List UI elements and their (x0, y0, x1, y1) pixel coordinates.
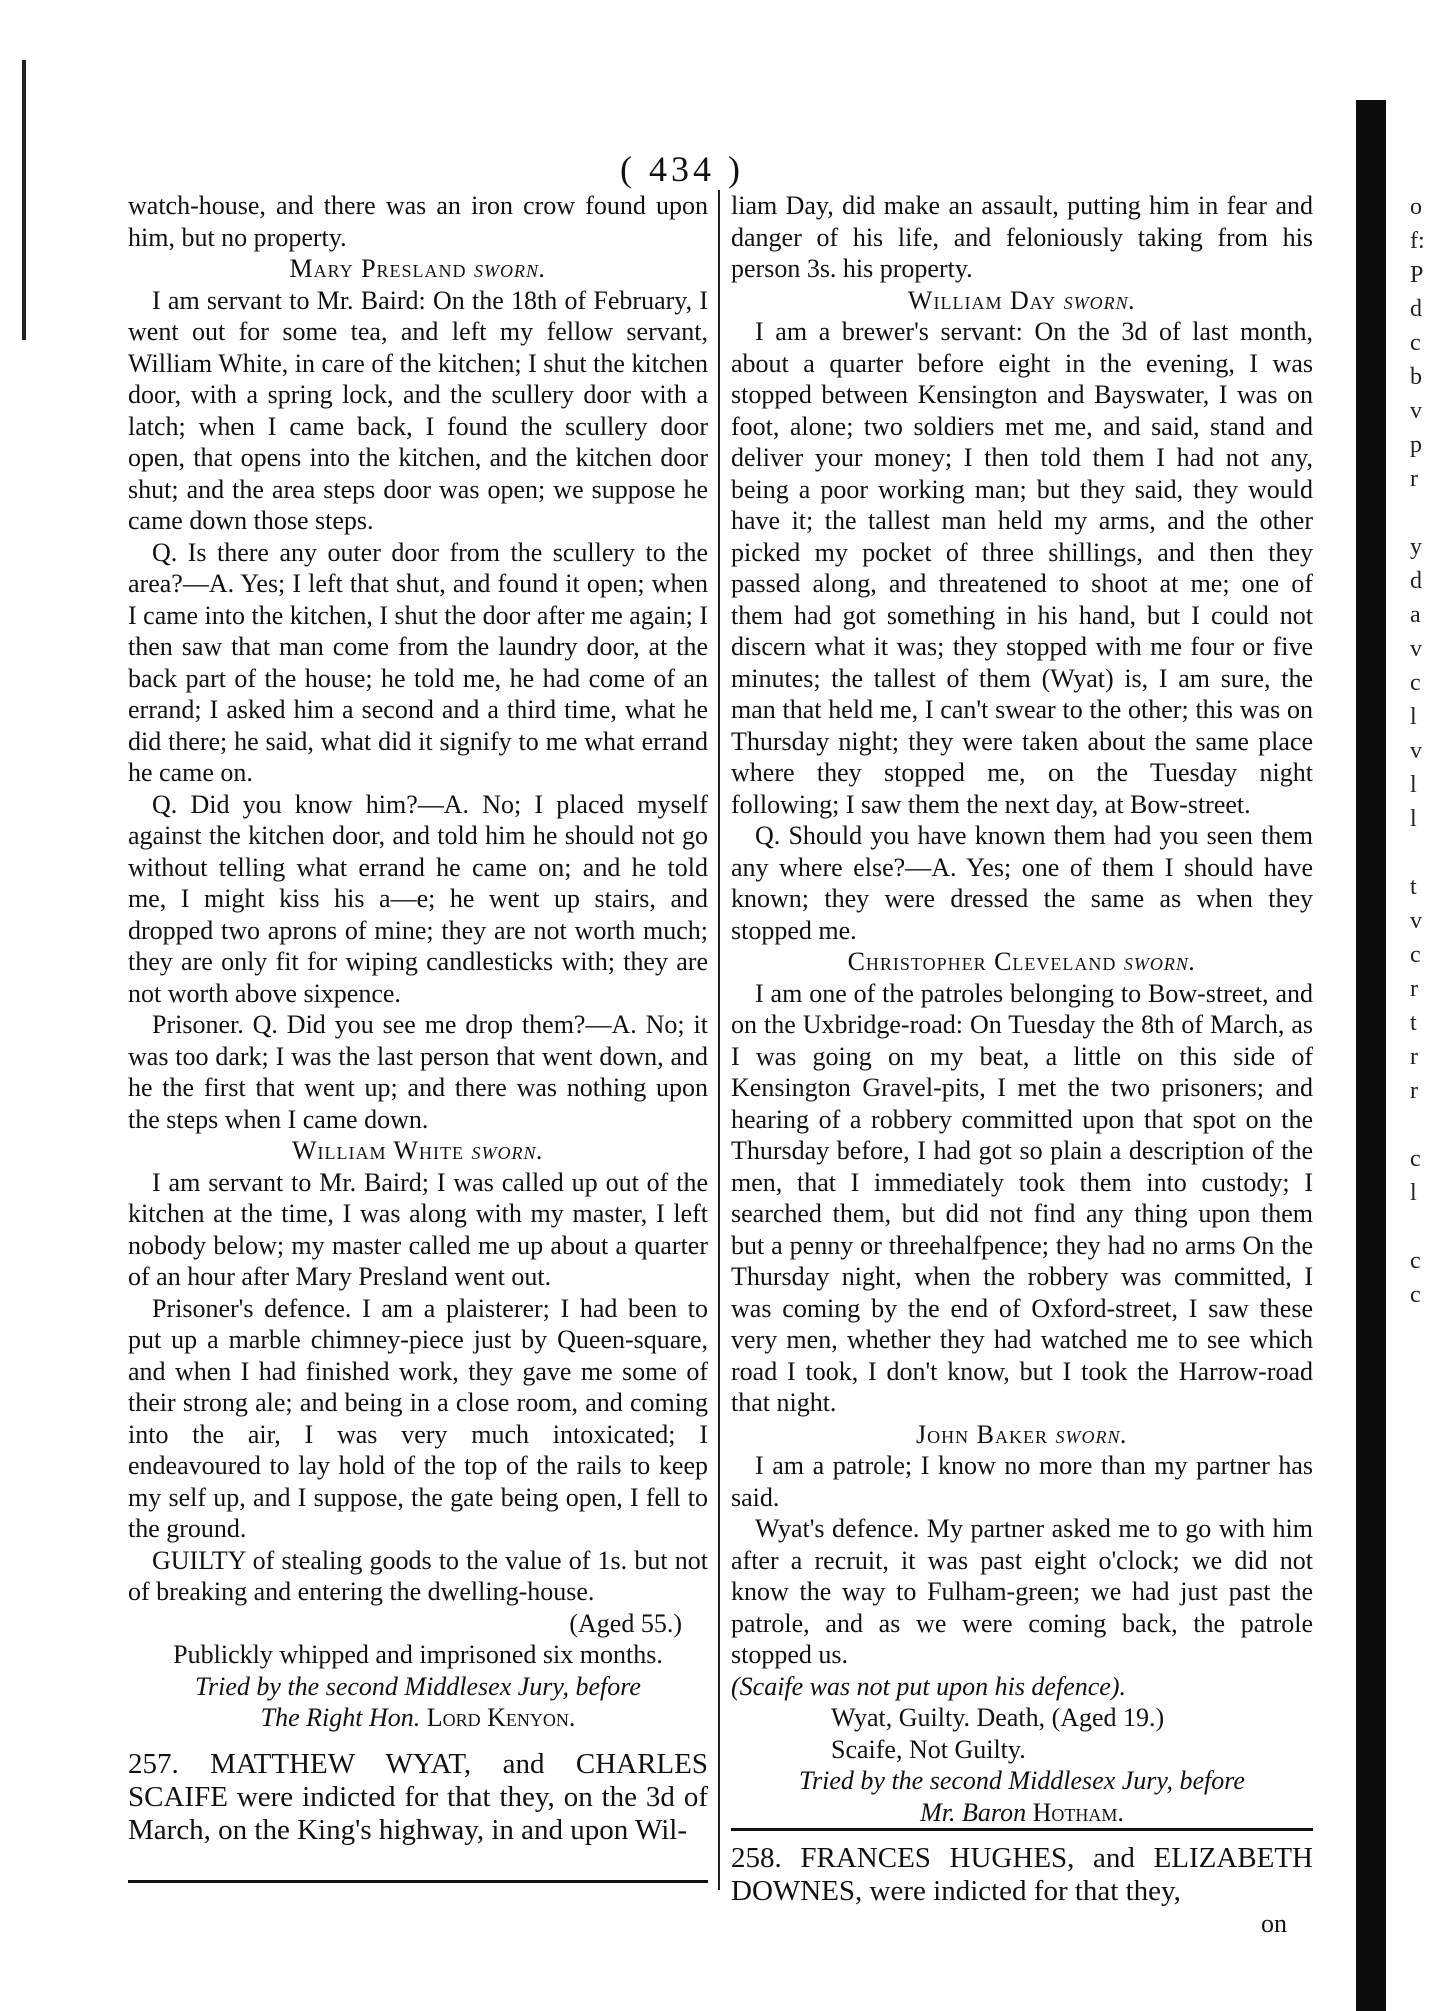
judge-name: Lord Kenyon. (426, 1703, 576, 1732)
case-separator-rule (731, 1828, 1313, 1831)
margin-fragment (1410, 1108, 1438, 1142)
margin-fragment: c (1410, 670, 1421, 696)
paragraph: Q. Did you know him?—A. No; I placed myself against the kitchen door, and told him he should not go without telling what errand he came on; and he told me, I might kiss his a—e; he went up stairs, and dropped two aprons of mine; they are not worth much; they are only fit for wiping candlesticks with; they are not worth above sixpence. (128, 789, 708, 1008)
right-column (731, 190, 1313, 1940)
paragraph: Q. Should you have known them had you seen them any where else?—A. Yes; one of them I should have known; they were dressed the same as when they stopped me. (731, 821, 1313, 945)
witness-name: Mary Presland (289, 254, 467, 283)
margin-fragment: l (1410, 772, 1417, 798)
witness-heading (731, 1419, 1313, 1451)
margin-fragment: c (1410, 942, 1421, 968)
witness-heading (731, 946, 1313, 978)
paragraph: I am one of the patroles belonging to Bow-street, and on the Uxbridge-road: On Tuesday the 8th of March, as I was going on my beat, a little on this side of Kensington Gravel-pits, I met the two prisoners; and hearing of a robbery committed upon that spot on the Thursday before, I had got so plain a description of the men, that I immediately took them into custody; I searched them, but did not find any thing upon them but a penny or threehalfpence; they had no arms On the Thursday night, when the robbery was committed, I was coming by the end of Oxford-street, I saw these very men, whether they had watched me to see which road I took, I don't know, but I took the Harrow-road that night. (731, 978, 1313, 1417)
column-divider (718, 190, 720, 1890)
sworn-label: sworn. (1055, 1419, 1128, 1449)
margin-fragment: t (1410, 1010, 1417, 1036)
binding-edge (1356, 100, 1386, 2011)
margin-fragment: t (1410, 874, 1417, 900)
catchword: on (1261, 1909, 1287, 1938)
paragraph: I am servant to Mr. Baird; I was called up out of the kitchen at the time, I was along with my master, I left nobody below; my master called me up about a quarter of an hour after Mary Presland went out. (128, 1167, 708, 1291)
defence-paragraph: Wyat's defence. My partner asked me to go with him after a recruit, it was past eight o'clock; we did not know the way to Fulham-green; we had just past the patrole, and as we were coming back, the patrole stopped us. (731, 1514, 1313, 1669)
judge-line (731, 1797, 1313, 1829)
paragraph: liam Day, did make an assault, putting him in fear and danger of his life, and feloniously taking from his person 3s. his property. (731, 191, 1313, 283)
margin-fragment: o (1410, 194, 1422, 220)
paragraph: Prisoner. Q. Did you see me drop them?—A. No; it was too dark; I was the last person that went down, and he the first that went up; and there was nothing upon the steps when I came down. (128, 1010, 708, 1134)
witness-heading (731, 285, 1313, 317)
margin-fragment (1410, 496, 1438, 530)
margin-fragment: v (1410, 398, 1422, 424)
page-number: ( 434 ) (620, 149, 744, 189)
margin-fragment: c (1410, 330, 1421, 356)
judge-prefix: The Right Hon. (260, 1703, 421, 1732)
margin-fragment: l (1410, 1180, 1417, 1206)
judge-line (128, 1702, 708, 1734)
verdict-wyat: Wyat, Guilty. Death, (Aged 19.) (831, 1703, 1165, 1732)
jury-line: Tried by the second Middlesex Jury, before (195, 1671, 641, 1701)
margin-fragment: l (1410, 806, 1417, 832)
case-separator-rule (128, 1880, 708, 1883)
page-edge-shadow (22, 60, 26, 340)
margin-fragment: P (1410, 262, 1424, 288)
margin-fragment: d (1410, 296, 1422, 322)
case-258-heading: 258. FRANCES HUGHES, and ELIZABETH DOWNES, were indicted for that they, (731, 1842, 1313, 1907)
paragraph: Prisoner's defence. I am a plaisterer; I had been to put up a marble chimney-piece just by Queen-square, and when I had finished work, they gave me some of their strong ale; and being in a close room, and coming into the air, I was very much intoxicated; I endeavoured to lay hold of the top of the rails to keep my self up, and I suppose, the gate being open, I fell to the ground. (128, 1293, 708, 1543)
margin-fragment: r (1410, 1078, 1418, 1104)
margin-fragment: v (1410, 738, 1422, 764)
sworn-label: sworn. (471, 1136, 545, 1165)
paragraph: I am servant to Mr. Baird: On the 18th of February, I went out for some tea, and left my fellow servant, William White, in care of the kitchen; I shut the kitchen door, with a spring lock, and the scullery door with a latch; when I came back, I found the scullery door open, that opens into the kitchen, and the kitchen door shut; and the area steps door was open; we suppose he came down those steps. (128, 285, 708, 535)
witness-heading (128, 253, 708, 285)
sworn-label: sworn. (474, 254, 547, 283)
judge-prefix: Mr. Baron (920, 1797, 1027, 1827)
verdict: GUILTY of stealing goods to the value of 1s. but not of breaking and entering the dwelling-house. (128, 1545, 708, 1606)
margin-fragment: v (1410, 636, 1422, 662)
paragraph: Q. Is there any outer door from the scullery to the area?—A. Yes; I left that shut, and found it open; when I came into the kitchen, I shut the door after me again; I then saw that man come from the laundry door, at the back part of the house; he told me, he had come of an errand; I asked him a second and a third time, what he did there; he said, what did it signify to me what errand he came on. (128, 537, 708, 787)
paragraph: I am a brewer's servant: On the 3d of last month, about a quarter before eight in the evening, I was stopped between Kensington and Bayswater, I was on foot, alone; two soldiers met me, and said, stand and deliver your money; I then told them I had not any, being a poor working man; but they said, they would have it; the tallest man held my arms, and the other picked my pocket of three shillings, and then they passed along, and threatened to shoot at me; one of them had got something in his hand, but I could not discern what it was; they stopped with me four or five minutes; the tallest of them (Wyat) is, I am sure, the man that held me, I can't swear to the other; this was on Thursday night; they were taken about the same place where they stopped me, on the Tuesday night following; I saw them the next day, at Bow-street. (731, 317, 1313, 819)
witness-name: William Day (907, 285, 1057, 315)
sworn-label: sworn. (1063, 285, 1137, 315)
paragraph: I am a patrole; I know no more than my partner has said. (731, 1451, 1313, 1512)
margin-fragment: c (1410, 1282, 1421, 1308)
witness-heading (128, 1135, 708, 1167)
left-column (128, 190, 708, 1847)
scaife-note: (Scaife was not put upon his defence). (731, 1671, 1126, 1701)
sentence: Publickly whipped and imprisoned six months. (173, 1640, 663, 1669)
case-257-heading: 257. MATTHEW WYAT, and CHARLES SCAIFE were indicted for that they, on the 3d of March, on the King's highway, in and upon Wil- (128, 1747, 708, 1846)
margin-fragment: a (1410, 602, 1421, 628)
margin-fragment: r (1410, 466, 1418, 492)
margin-fragment: f: (1410, 228, 1425, 254)
sworn-label: sworn. (1123, 947, 1197, 976)
verdict-scaife: Scaife, Not Guilty. (831, 1734, 1026, 1764)
margin-fragment: y (1410, 534, 1422, 560)
margin-fragment: c (1410, 1248, 1421, 1274)
margin-fragment: l (1410, 704, 1417, 730)
margin-fragment: r (1410, 1044, 1418, 1070)
judge-name: Hotham. (1032, 1797, 1124, 1827)
margin-fragment: v (1410, 908, 1422, 934)
margin-fragment: r (1410, 976, 1418, 1002)
margin-fragment: d (1410, 568, 1422, 594)
age: (Aged 55.) (569, 1608, 682, 1638)
paragraph: watch-house, and there was an iron crow found upon him, but no property. (128, 191, 708, 252)
margin-fragment: p (1410, 432, 1422, 458)
margin-fragment: c (1410, 1146, 1421, 1172)
witness-name: William White (291, 1136, 465, 1165)
margin-fragment (1410, 836, 1438, 870)
witness-name: John Baker (916, 1419, 1048, 1449)
witness-name: Christopher Cleveland (847, 947, 1117, 976)
margin-fragment: b (1410, 364, 1422, 390)
jury-line: Tried by the second Middlesex Jury, before (799, 1766, 1245, 1795)
adjacent-page-fragments (1410, 190, 1438, 1312)
margin-fragment (1410, 1210, 1438, 1244)
